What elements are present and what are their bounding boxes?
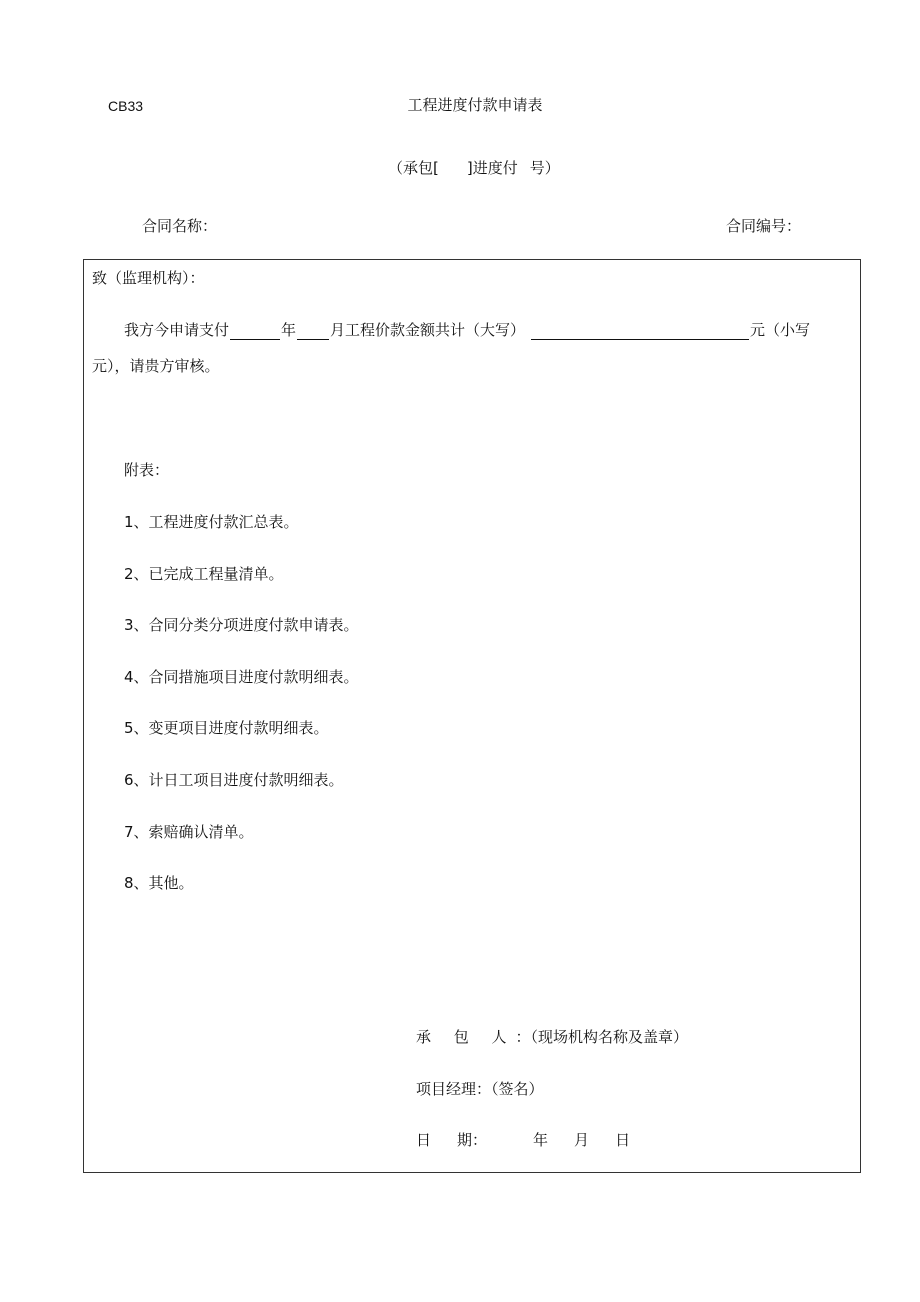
request-line-2: 元），请贵方审核。 xyxy=(92,357,220,375)
request-line xyxy=(124,320,810,340)
date-month: 月 xyxy=(574,1131,590,1149)
attachment-item: 2、已完成工程量清单。 xyxy=(124,565,284,583)
form-subtitle xyxy=(388,158,560,178)
attachment-item: 5、变更项目进度付款明细表。 xyxy=(124,719,329,737)
addressee-line: 致（监理机构）： xyxy=(92,269,205,287)
attachment-item: 7、索赔确认清单。 xyxy=(124,823,254,841)
form-code: CB33 xyxy=(108,98,144,114)
month-blank[interactable] xyxy=(297,321,329,340)
contractor-signature-line xyxy=(416,1027,688,1047)
contractor-label: 承 包 人 xyxy=(416,1028,516,1046)
request-text-3: 元（小写 xyxy=(750,321,811,339)
date-label-2: 期： xyxy=(457,1131,488,1149)
subtitle-suffix: 号） xyxy=(529,159,560,177)
attachment-item: 1、工程进度付款汇总表。 xyxy=(124,513,299,531)
manager-signature-line: 项目经理：（签名） xyxy=(416,1080,544,1098)
date-line xyxy=(416,1130,630,1150)
request-text-1: 我方今申请支付 xyxy=(124,321,230,339)
subtitle-mid: ]进度付 xyxy=(466,159,518,177)
attachment-item: 8、其他。 xyxy=(124,874,194,892)
subtitle-prefix: （承包[ xyxy=(388,159,439,177)
attachment-item: 6、计日工项目进度付款明细表。 xyxy=(124,771,344,789)
amount-uppercase-blank[interactable] xyxy=(531,321,749,340)
contractor-value: ：（现场机构名称及盖章） xyxy=(515,1028,689,1046)
contract-name-label: 合同名称： xyxy=(142,217,218,235)
attachment-item: 4、合同措施项目进度付款明细表。 xyxy=(124,668,359,686)
date-label: 日 xyxy=(416,1131,432,1149)
attachments-heading: 附表： xyxy=(124,461,170,479)
request-year: 年 xyxy=(281,321,297,339)
attachment-item: 3、合同分类分项进度付款申请表。 xyxy=(124,616,359,634)
contract-no-label: 合同编号： xyxy=(726,217,802,235)
date-day: 日 xyxy=(615,1131,631,1149)
date-year: 年 xyxy=(533,1131,549,1149)
year-blank[interactable] xyxy=(230,321,280,340)
request-text-2: 月工程价款金额共计（大写） xyxy=(330,321,526,339)
form-title: 工程进度付款申请表 xyxy=(407,96,543,114)
